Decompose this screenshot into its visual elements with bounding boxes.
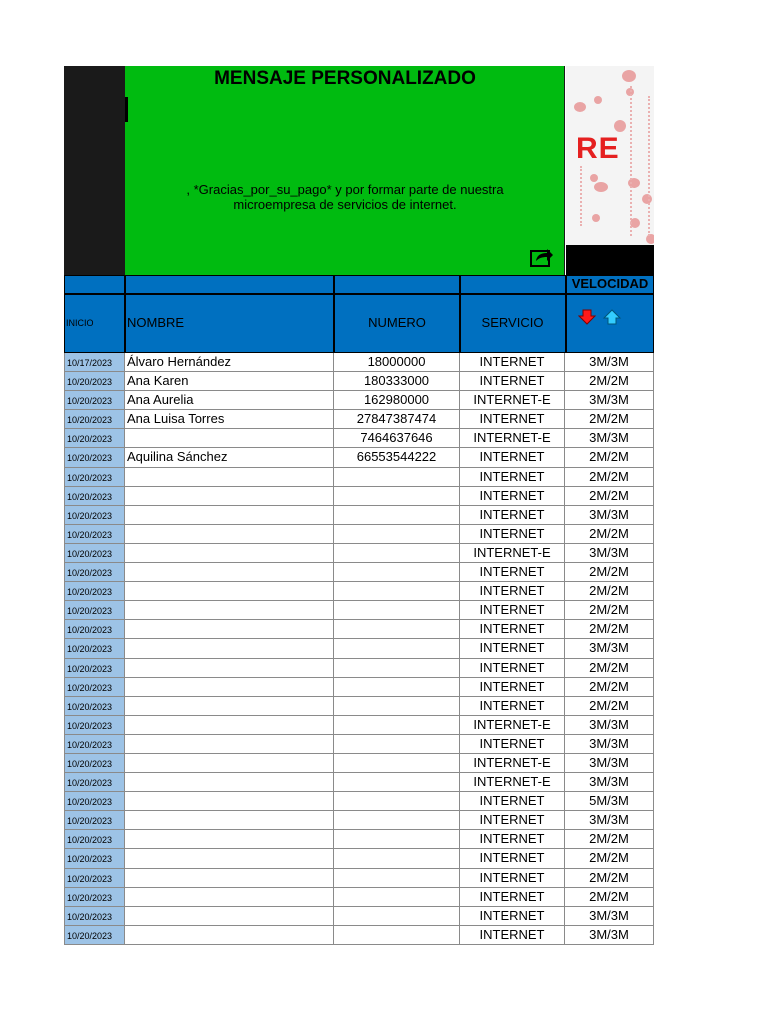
name-cell[interactable] (125, 544, 334, 563)
table-row (64, 735, 654, 754)
date-cell[interactable]: 10/20/2023 (64, 391, 125, 410)
name-cell[interactable] (125, 487, 334, 506)
number-cell[interactable] (334, 563, 460, 582)
table-row (64, 639, 654, 658)
numero-header: NUMERO (368, 315, 426, 330)
number-cell[interactable] (334, 525, 460, 544)
message-body[interactable]: , *Gracias_por_su_pago* y por formar parte de nuestra microempresa de servicios de internet. (186, 182, 504, 212)
service-cell[interactable]: INTERNET (460, 448, 565, 467)
name-cell[interactable] (125, 582, 334, 601)
speed-cell[interactable]: 3M/3M (565, 353, 654, 372)
service-cell[interactable]: INTERNET (460, 353, 565, 372)
table-row (64, 697, 654, 716)
date-cell[interactable]: 10/20/2023 (64, 468, 125, 487)
speed-cell[interactable]: 2M/2M (565, 697, 654, 716)
table-row (64, 811, 654, 830)
table-row (64, 468, 654, 487)
name-cell[interactable] (125, 525, 334, 544)
speed-cell[interactable]: 3M/3M (565, 926, 654, 945)
logo-text: RE (576, 132, 620, 165)
date-cell[interactable]: 10/20/2023 (64, 849, 125, 868)
speed-cell[interactable]: 3M/3M (565, 391, 654, 410)
number-cell[interactable] (334, 888, 460, 907)
date-cell[interactable]: 10/20/2023 (64, 582, 125, 601)
service-cell[interactable]: INTERNET-E (460, 391, 565, 410)
header-top-cell (460, 275, 566, 294)
number-cell[interactable] (334, 869, 460, 888)
speed-cell[interactable]: 3M/3M (565, 907, 654, 926)
share-icon (529, 246, 555, 268)
header-top-cell (125, 275, 334, 294)
service-cell[interactable]: INTERNET (460, 620, 565, 639)
speed-cell[interactable]: 2M/2M (565, 849, 654, 868)
date-cell[interactable]: 10/20/2023 (64, 659, 125, 678)
date-cell[interactable]: 10/20/2023 (64, 888, 125, 907)
speed-cell[interactable]: 2M/2M (565, 582, 654, 601)
header-top-cell (334, 275, 460, 294)
service-cell[interactable]: INTERNET (460, 639, 565, 658)
table-row (64, 659, 654, 678)
service-cell[interactable]: INTERNET (460, 735, 565, 754)
table-row (64, 506, 654, 525)
date-cell[interactable]: 10/20/2023 (64, 907, 125, 926)
date-cell[interactable]: 10/20/2023 (64, 487, 125, 506)
table-row (64, 429, 654, 448)
name-cell[interactable] (125, 792, 334, 811)
speed-cell[interactable]: 3M/3M (565, 735, 654, 754)
service-cell[interactable]: INTERNET (460, 849, 565, 868)
service-cell[interactable]: INTERNET-E (460, 544, 565, 563)
sheet-corner-block (64, 66, 125, 275)
number-cell[interactable] (334, 544, 460, 563)
service-cell[interactable]: INTERNET (460, 525, 565, 544)
table-row (64, 601, 654, 620)
speed-cell[interactable]: 2M/2M (565, 830, 654, 849)
number-cell[interactable]: 66553544222 (334, 448, 460, 467)
date-cell[interactable]: 10/20/2023 (64, 716, 125, 735)
service-cell[interactable]: INTERNET (460, 563, 565, 582)
message-panel (125, 66, 565, 275)
service-cell[interactable]: INTERNET (460, 926, 565, 945)
date-cell[interactable]: 10/20/2023 (64, 448, 125, 467)
number-cell[interactable] (334, 716, 460, 735)
speed-cell[interactable]: 3M/3M (565, 716, 654, 735)
number-cell[interactable]: 180333000 (334, 372, 460, 391)
name-cell[interactable]: Álvaro Hernández (125, 353, 334, 372)
name-cell[interactable] (125, 563, 334, 582)
service-cell[interactable]: INTERNET (460, 907, 565, 926)
name-cell[interactable] (125, 659, 334, 678)
date-cell[interactable]: 10/20/2023 (64, 506, 125, 525)
name-cell[interactable] (125, 888, 334, 907)
date-cell[interactable]: 10/20/2023 (64, 811, 125, 830)
table-row (64, 888, 654, 907)
table-row (64, 353, 654, 372)
service-cell[interactable]: INTERNET (460, 811, 565, 830)
speed-cell[interactable]: 2M/2M (565, 372, 654, 391)
service-cell[interactable]: INTERNET-E (460, 754, 565, 773)
name-cell[interactable] (125, 735, 334, 754)
name-cell[interactable] (125, 601, 334, 620)
number-cell[interactable] (334, 697, 460, 716)
service-cell[interactable]: INTERNET-E (460, 773, 565, 792)
number-cell[interactable] (334, 926, 460, 945)
number-cell[interactable] (334, 907, 460, 926)
number-cell[interactable] (334, 678, 460, 697)
speed-cell[interactable]: 3M/3M (565, 754, 654, 773)
table-row (64, 525, 654, 544)
speed-cell[interactable]: 2M/2M (565, 487, 654, 506)
name-cell[interactable] (125, 506, 334, 525)
name-cell[interactable]: Ana Luisa Torres (125, 410, 334, 429)
date-cell[interactable]: 10/20/2023 (64, 639, 125, 658)
name-cell[interactable] (125, 620, 334, 639)
table-row (64, 716, 654, 735)
speed-cell[interactable]: 2M/2M (565, 869, 654, 888)
number-cell[interactable]: 162980000 (334, 391, 460, 410)
speed-cell[interactable]: 2M/2M (565, 601, 654, 620)
service-cell[interactable]: INTERNET (460, 830, 565, 849)
name-cell[interactable]: Ana Aurelia (125, 391, 334, 410)
number-cell[interactable] (334, 639, 460, 658)
number-cell[interactable]: 18000000 (334, 353, 460, 372)
number-cell[interactable] (334, 735, 460, 754)
date-cell[interactable]: 10/20/2023 (64, 620, 125, 639)
speed-cell[interactable]: 2M/2M (565, 678, 654, 697)
speed-cell[interactable]: 3M/3M (565, 773, 654, 792)
name-cell[interactable] (125, 678, 334, 697)
speed-cell[interactable]: 3M/3M (565, 506, 654, 525)
service-cell[interactable]: INTERNET (460, 678, 565, 697)
name-cell[interactable] (125, 773, 334, 792)
service-cell[interactable]: INTERNET (460, 659, 565, 678)
arrow-down-icon (579, 310, 595, 324)
date-cell[interactable]: 10/20/2023 (64, 735, 125, 754)
table-row (64, 869, 654, 888)
table-row (64, 582, 654, 601)
arrow-up-icon (604, 310, 620, 324)
speed-arrows (578, 308, 628, 326)
number-cell[interactable] (334, 487, 460, 506)
date-cell[interactable]: 10/20/2023 (64, 372, 125, 391)
service-cell[interactable]: INTERNET (460, 792, 565, 811)
header-top-cell (64, 275, 125, 294)
table-row (64, 620, 654, 639)
table-row (64, 849, 654, 868)
message-title: MENSAJE PERSONALIZADO (214, 68, 476, 89)
speed-cell[interactable]: 2M/2M (565, 659, 654, 678)
table-row (64, 487, 654, 506)
table-row (64, 544, 654, 563)
number-cell[interactable] (334, 506, 460, 525)
table-row (64, 563, 654, 582)
date-cell[interactable]: 10/20/2023 (64, 869, 125, 888)
service-cell[interactable]: INTERNET-E (460, 429, 565, 448)
clients-table (64, 353, 654, 945)
name-cell[interactable] (125, 754, 334, 773)
name-cell[interactable]: Ana Karen (125, 372, 334, 391)
date-cell[interactable]: 10/20/2023 (64, 429, 125, 448)
table-row (64, 926, 654, 945)
number-cell[interactable] (334, 811, 460, 830)
date-cell[interactable]: 10/20/2023 (64, 792, 125, 811)
date-cell[interactable]: 10/20/2023 (64, 563, 125, 582)
date-cell[interactable]: 10/20/2023 (64, 926, 125, 945)
date-cell[interactable]: 10/20/2023 (64, 525, 125, 544)
table-row (64, 792, 654, 811)
name-cell[interactable] (125, 468, 334, 487)
inicio-header: INICIO (66, 318, 94, 328)
speed-cell[interactable]: 3M/3M (565, 639, 654, 658)
share-button[interactable] (529, 246, 555, 268)
table-row (64, 773, 654, 792)
number-cell[interactable] (334, 849, 460, 868)
table-row (64, 830, 654, 849)
speed-cell[interactable]: 2M/2M (565, 448, 654, 467)
number-cell[interactable] (334, 601, 460, 620)
name-cell[interactable] (125, 849, 334, 868)
number-cell[interactable]: 27847387474 (334, 410, 460, 429)
name-cell[interactable] (125, 716, 334, 735)
speed-cell[interactable]: 2M/2M (565, 468, 654, 487)
date-cell[interactable]: 10/20/2023 (64, 410, 125, 429)
table-row (64, 372, 654, 391)
speed-cell[interactable]: 2M/2M (565, 525, 654, 544)
service-cell[interactable]: INTERNET (460, 410, 565, 429)
date-cell[interactable]: 10/20/2023 (64, 697, 125, 716)
panel-marker (125, 97, 128, 122)
velocidad-header: VELOCIDAD (571, 276, 649, 291)
service-cell[interactable]: INTERNET (460, 869, 565, 888)
nombre-header: NOMBRE (127, 315, 185, 330)
number-cell[interactable]: 7464637646 (334, 429, 460, 448)
number-cell[interactable] (334, 830, 460, 849)
number-cell[interactable] (334, 468, 460, 487)
number-cell[interactable] (334, 620, 460, 639)
service-cell[interactable]: INTERNET-E (460, 716, 565, 735)
name-cell[interactable] (125, 830, 334, 849)
service-cell[interactable]: INTERNET (460, 601, 565, 620)
name-cell[interactable] (125, 639, 334, 658)
table-row (64, 907, 654, 926)
speed-cell[interactable]: 5M/3M (565, 792, 654, 811)
speed-cell[interactable]: 3M/3M (565, 544, 654, 563)
speed-cell[interactable]: 3M/3M (565, 429, 654, 448)
service-cell[interactable]: INTERNET (460, 487, 565, 506)
speed-cell[interactable]: 2M/2M (565, 620, 654, 639)
speed-cell[interactable]: 2M/2M (565, 888, 654, 907)
date-cell[interactable]: 10/20/2023 (64, 773, 125, 792)
table-row (64, 448, 654, 467)
service-cell[interactable]: INTERNET (460, 888, 565, 907)
name-cell[interactable] (125, 907, 334, 926)
date-cell[interactable]: 10/20/2023 (64, 544, 125, 563)
servicio-header: SERVICIO (481, 315, 544, 330)
name-cell[interactable] (125, 869, 334, 888)
number-cell[interactable] (334, 773, 460, 792)
number-cell[interactable] (334, 659, 460, 678)
service-cell[interactable]: INTERNET (460, 506, 565, 525)
name-cell[interactable]: Aquilina Sánchez (125, 448, 334, 467)
date-cell[interactable]: 10/20/2023 (64, 678, 125, 697)
name-cell[interactable] (125, 697, 334, 716)
table-row (64, 678, 654, 697)
service-cell[interactable]: INTERNET (460, 697, 565, 716)
speed-cell[interactable]: 3M/3M (565, 811, 654, 830)
number-cell[interactable] (334, 582, 460, 601)
number-cell[interactable] (334, 792, 460, 811)
service-cell[interactable]: INTERNET (460, 372, 565, 391)
speed-cell[interactable]: 2M/2M (565, 410, 654, 429)
name-cell[interactable] (125, 429, 334, 448)
table-row (64, 410, 654, 429)
date-cell[interactable]: 10/20/2023 (64, 601, 125, 620)
table-row (64, 391, 654, 410)
date-cell[interactable]: 10/17/2023 (64, 353, 125, 372)
number-cell[interactable] (334, 754, 460, 773)
name-cell[interactable] (125, 811, 334, 830)
logo-footer (566, 245, 654, 275)
service-cell[interactable]: INTERNET (460, 582, 565, 601)
name-cell[interactable] (125, 926, 334, 945)
date-cell[interactable]: 10/20/2023 (64, 830, 125, 849)
speed-cell[interactable]: 2M/2M (565, 563, 654, 582)
service-cell[interactable]: INTERNET (460, 468, 565, 487)
company-logo (566, 66, 654, 245)
table-row (64, 754, 654, 773)
date-cell[interactable]: 10/20/2023 (64, 754, 125, 773)
